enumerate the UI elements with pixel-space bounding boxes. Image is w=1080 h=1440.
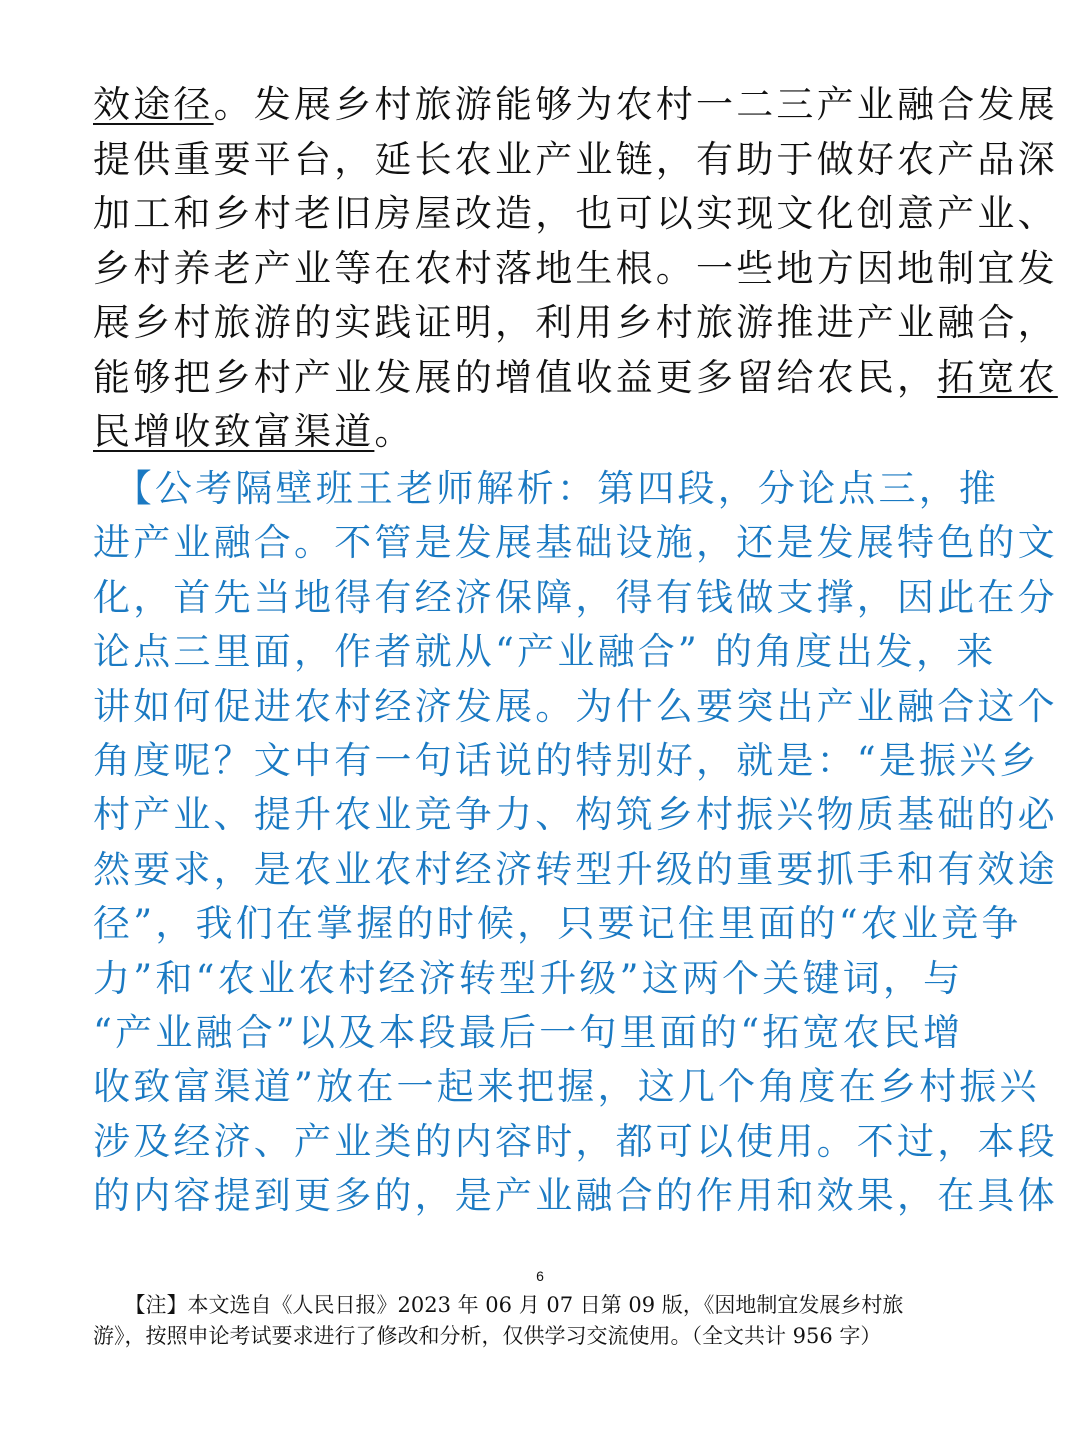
analysis-line: 村产业、提升农业竞争力、构筑乡村振兴物质基础的必 (93, 793, 1058, 837)
analysis-line: 径”，我们在掌握的时候，只要记住里面的“农业竞争 (93, 902, 1022, 946)
analysis-line: 涉及经济、产业类的内容时，都可以使用。不过，本段 (93, 1119, 1058, 1163)
article-line (93, 187, 1058, 242)
analysis-line: 论点三里面，作者就从“产业融合” 的角度出发，来 (93, 630, 997, 674)
article-text: 加工和乡村老旧房屋改造，也可以实现文化创意产业、 (93, 192, 1058, 235)
analysis-line: 收致富渠道”放在一起来把握，这几个角度在乡村振兴 (93, 1065, 1040, 1109)
article-line (93, 242, 1058, 297)
underlined-phrase: 拓宽农 (937, 355, 1058, 399)
footnote-line: 游》，按照申论考试要求进行了修改和分析，仅供学习交流使用。（全文共计 956 字） (93, 1324, 882, 1348)
article-line (93, 296, 1058, 351)
article-text: 能够把乡村产业发展的增值收益更多留给农民， (93, 355, 938, 399)
analysis-paragraph (93, 462, 1058, 1224)
article-text: 提供重要平台，延长农业产业链，有助于做好农产品深 (93, 137, 1058, 181)
analysis-line: 进产业融合。不管是发展基础设施，还是发展特色的文 (93, 521, 1058, 565)
analysis-line: 的内容提到更多的，是产业融合的作用和效果，在具体 (93, 1174, 1058, 1218)
analysis-line: 【公考隔壁班王老师解析：第四段，分论点三，推 (93, 467, 1000, 510)
analysis-line: 讲如何促进农村经济发展。为什么要突出产业融合这个 (93, 684, 1058, 728)
footnote-line: 【注】本文选自《人民日报》2023 年 06 月 07 日第 09 版，《因地制宜发展乡村旅 (93, 1293, 904, 1317)
page-number: 6 (536, 1268, 544, 1284)
analysis-line: “产业融合”以及本段最后一句里面的“拓宽农民增 (93, 1011, 964, 1055)
article-line (93, 351, 1058, 406)
article-text: 。 (374, 410, 415, 453)
article-text: 。发展乡村旅游能够为农村一二三产业融合发展 (213, 83, 1058, 126)
article-line (93, 405, 993, 460)
analysis-line: 化，首先当地得有经济保障，得有钱做支撑，因此在分 (93, 575, 1058, 619)
underlined-phrase: 民增收致富渠道 (93, 410, 375, 453)
analysis-line: 角度呢？文中有一句话说的特别好，就是：“是振兴乡 (93, 739, 1040, 783)
footnote (93, 1290, 993, 1352)
article-paragraph (93, 78, 1058, 460)
article-line (93, 133, 1058, 188)
analysis-line: 然要求，是农业农村经济转型升级的重要抓手和有效途 (93, 847, 1058, 891)
article-line (93, 78, 1058, 133)
analysis-line: 力”和“农业农村经济转型升级”这两个关键词，与 (93, 956, 964, 1000)
article-text: 乡村养老产业等在农村落地生根。一些地方因地制宜发 (93, 246, 1058, 290)
article-text: 展乡村旅游的实践证明，利用乡村旅游推进产业融合， (93, 301, 1058, 344)
underlined-phrase: 效途径 (93, 83, 214, 126)
